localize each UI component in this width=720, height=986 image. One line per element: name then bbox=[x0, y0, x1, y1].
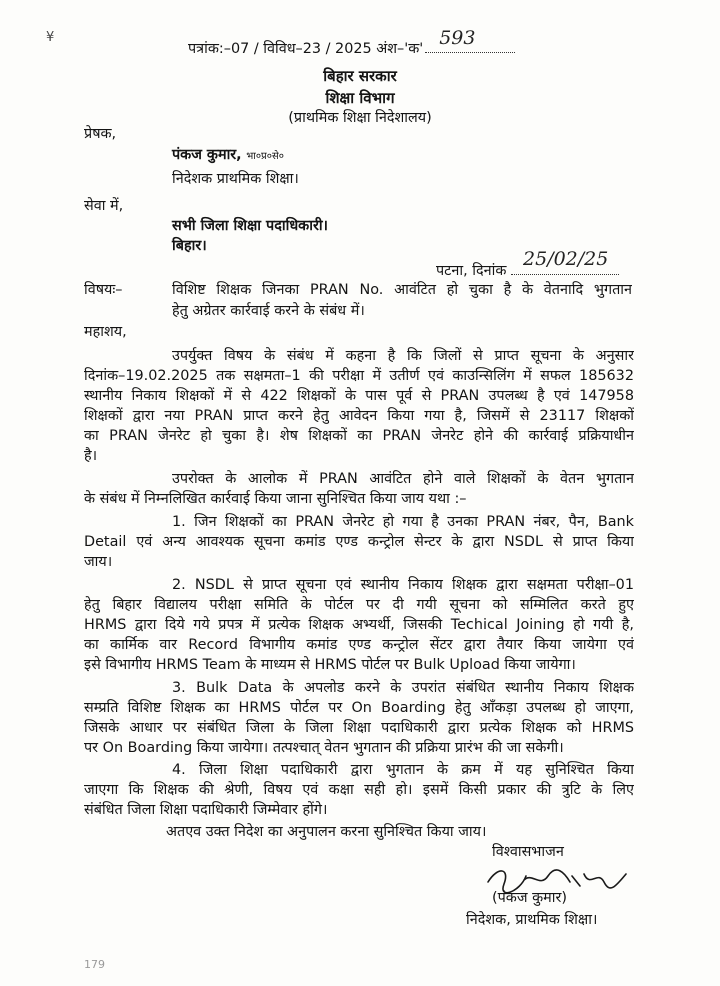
reference-handwritten-number: 593 bbox=[439, 27, 476, 49]
reference-line bbox=[188, 27, 515, 58]
date-label: पटना, दिनांक bbox=[436, 263, 507, 279]
salutation: महाशय, bbox=[84, 324, 127, 340]
signatory-designation: निदेशक, प्राथमिक शिक्षा। bbox=[466, 912, 598, 928]
sender-label: प्रेषक, bbox=[84, 126, 117, 142]
closing-line: अतएव उक्त निदेश का अनुपालन करना सुनिश्चित किया जाय। bbox=[166, 824, 487, 840]
reference-number-field bbox=[425, 27, 515, 53]
sender-service: भा०प्र०से० bbox=[246, 151, 284, 162]
header-department: शिक्षा विभाग bbox=[325, 89, 395, 107]
date-handwritten: 25/02/25 bbox=[523, 248, 609, 270]
paragraph2-line: उपरोक्त के आलोक में PRAN आवंटित होने वाले शिक्षकों के वेतन भुगतान bbox=[172, 471, 634, 487]
point2-line: हेतु बिहार विद्यालय परीक्षा समिति के पोर्टल पर दी गयी सूचना को सम्मिलित करते हुए bbox=[84, 597, 634, 613]
paragraph1-line: स्थानीय निकाय शिक्षकों में से 422 शिक्षकों के पास पूर्व से PRAN उपलब्ध है एवं 147958 bbox=[84, 388, 634, 404]
sender-name: पंकज कुमार, bbox=[172, 147, 242, 163]
margin-mark: ¥ bbox=[46, 30, 55, 45]
point2-line: HRMS द्वारा दिये गये प्रपत्र में प्रत्येक शिक्षक अभ्यर्थी, जिसकी Techical Joining हो गयी है, bbox=[84, 617, 634, 633]
paragraph1-line: दिनांक–19.02.2025 तक सक्षमता–1 की परीक्षा में उतीर्ण एवं काउन्सिलिंग में सफल 185632 bbox=[84, 368, 634, 384]
point3-line: पर On Boarding किया जायेगा। तत्पश्चात् वेतन भुगतान की प्रक्रिया प्रारंभ की जा सकेगी। bbox=[84, 740, 564, 756]
subject-line2: हेतु अग्रेतर कार्रवाई करने के संबंध में। bbox=[172, 303, 365, 319]
point2-line: का कार्मिक वार Record विभागीय कमांड एण्ड कन्ट्रोल सेंटर द्वारा तैयार किया जायेगा एवं bbox=[84, 637, 634, 653]
page-stamp: 179 bbox=[84, 958, 105, 971]
point3-line: जिसके आधार पर संबंधित जिला के जिला शिक्षा पदाधिकारी द्वारा प्रत्येक शिक्षक को HRMS bbox=[84, 720, 634, 736]
point1-line: 1. जिन शिक्षकों का PRAN जेनरेट हो गया है उनका PRAN नंबर, पैन, Bank bbox=[172, 514, 634, 530]
point3-line: सम्प्रति विशिष्ट शिक्षक का HRMS पोर्टल पर On Boarding हेतु आँकड़ा उपलब्ध हो जाएगा, bbox=[84, 700, 634, 716]
point3-line: 3. Bulk Data के अपलोड करने के उपरांत संबंधित स्थानीय निकाय शिक्षक bbox=[172, 680, 634, 696]
point4-line: 4. जिला शिक्षा पदाधिकारी द्वारा भुगतान के क्रम में यह सुनिश्चित किया bbox=[172, 762, 634, 778]
subject-line1: विशिष्ट शिक्षक जिनका PRAN No. आवंटित हो चुका है के वेतनादि भुगतान bbox=[172, 282, 632, 298]
recipient-line2: बिहार। bbox=[172, 238, 207, 254]
sender-designation: निदेशक प्राथमिक शिक्षा। bbox=[172, 171, 299, 187]
point2-line: 2. NSDL से प्राप्त सूचना एवं स्थानीय निकाय शिक्षक द्वारा सक्षमता परीक्षा–01 bbox=[172, 577, 634, 593]
header-directorate: (प्राथमिक शिक्षा निदेशालय) bbox=[288, 110, 432, 126]
paragraph1-line: उपर्युक्त विषय के संबंध में कहना है कि जिलों से प्राप्त सूचना के अनुसार bbox=[172, 348, 634, 364]
header-government: बिहार सरकार bbox=[323, 67, 397, 85]
recipient-label: सेवा में, bbox=[84, 198, 124, 214]
paragraph2-line: के संबंध में निम्नलिखित कार्रवाई किया जाना सुनिश्चित किया जाय यथा :– bbox=[84, 491, 467, 507]
signatory-name: (पंकज कुमार) bbox=[492, 890, 567, 906]
point1-line: Detail एवं अन्य आवश्यक सूचना कमांड एण्ड कन्ट्रोल सेन्टर के द्वारा NSDL से प्राप्त किया bbox=[84, 534, 634, 550]
date-line bbox=[436, 248, 619, 280]
reference-prefix: पत्रांक:–07 / विविध–23 / 2025 अंश–'क' bbox=[188, 41, 424, 57]
point4-line: संबंधित जिला शिक्षा पदाधिकारी जिम्मेवार होंगे। bbox=[84, 802, 328, 818]
sender-name-line bbox=[172, 145, 284, 164]
date-field bbox=[511, 248, 619, 275]
paragraph1-line: है। bbox=[84, 448, 98, 464]
recipient-line1: सभी जिला शिक्षा पदाधिकारी। bbox=[172, 218, 329, 234]
point4-line: जाएगा कि शिक्षक की श्रेणी, विषय एवं कक्षा सही हो। इसमें किसी प्रकार की त्रुटि के लिए bbox=[84, 782, 634, 798]
paragraph1-line: शिक्षकों द्वारा नया PRAN प्राप्त करने हेतु आवेदन किया गया है, जिसमें से 23117 शिक्षकों bbox=[84, 408, 634, 424]
subject-label: विषयः– bbox=[84, 282, 123, 298]
point1-line: जाय। bbox=[84, 554, 113, 570]
yours-faithfully: विश्वासभाजन bbox=[492, 844, 564, 860]
point2-line: इसे विभागीय HRMS Team के माध्यम से HRMS पोर्टल पर Bulk Upload किया जायेगा। bbox=[84, 657, 576, 673]
paragraph1-line: का PRAN जेनरेट हो चुका है। शेष शिक्षकों का PRAN जेनरेट होने की कार्रवाई प्रक्रियाधीन bbox=[84, 428, 634, 444]
